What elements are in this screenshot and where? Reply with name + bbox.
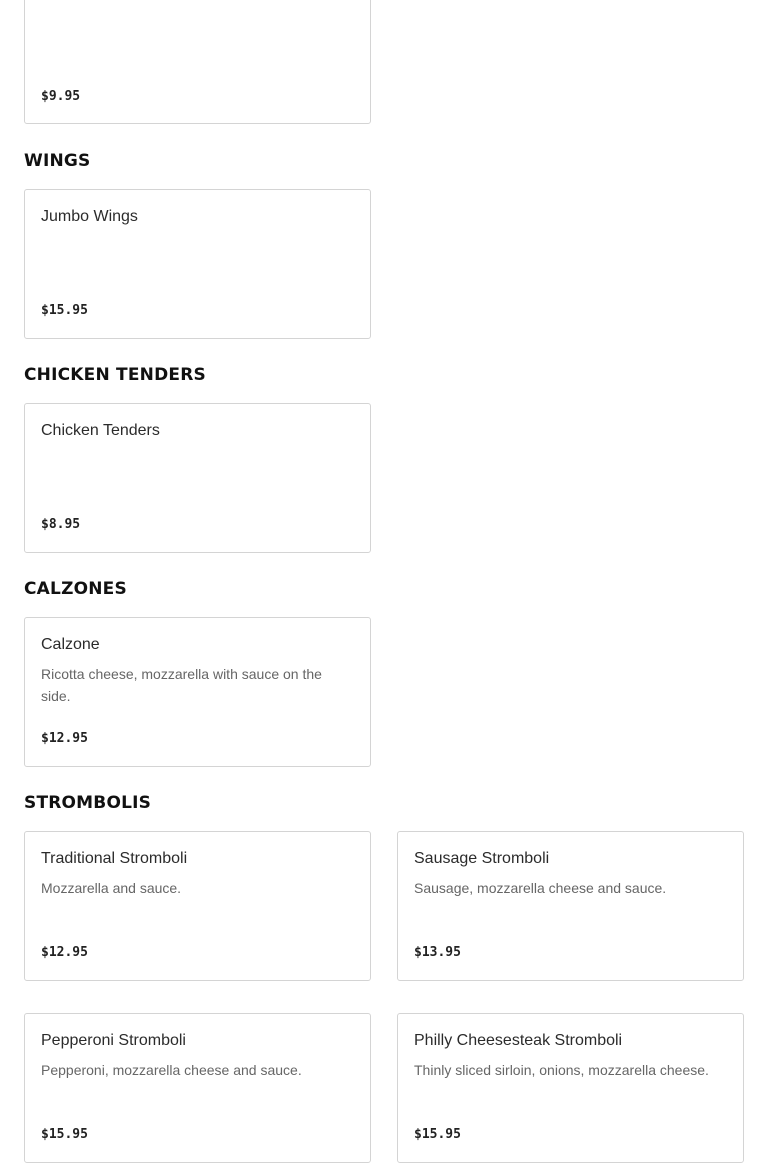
section-title-chicken-tenders: CHICKEN TENDERS <box>24 365 206 385</box>
menu-item-card-sausage-stromboli[interactable] <box>397 831 744 981</box>
menu-item-name: Jumbo Wings <box>41 208 138 225</box>
menu-item-price: $13.95 <box>414 945 461 960</box>
section-title-wings: WINGS <box>24 151 91 171</box>
menu-item-price: $8.95 <box>41 517 81 532</box>
menu-item-price: $12.95 <box>41 945 88 960</box>
menu-item-card-pepperoni-stromboli[interactable] <box>24 1013 371 1163</box>
menu-item-card-calzone[interactable] <box>24 617 371 767</box>
menu-item-name: Traditional Stromboli <box>41 850 188 867</box>
menu-item-name: Philly Cheesesteak Stromboli <box>414 1032 623 1049</box>
menu-item-description: Mozzarella and sauce. <box>41 880 182 896</box>
menu-item-price: $12.95 <box>41 731 88 746</box>
menu-item-description: Thinly sliced sirloin, onions, mozzarella cheese. <box>414 1062 709 1078</box>
menu-item-card-traditional-stromboli[interactable] <box>24 831 371 981</box>
menu-item-price: $15.95 <box>41 1127 88 1142</box>
menu-item-price: $15.95 <box>41 303 88 318</box>
menu-item-name: Chicken Tenders <box>41 422 160 439</box>
section-title-strombolis: STROMBOLIS <box>24 793 152 813</box>
menu-item-price: $15.95 <box>414 1127 461 1142</box>
menu-item-name: Calzone <box>41 636 100 653</box>
menu-item-card-philly-cheesesteak-stromboli[interactable] <box>397 1013 744 1163</box>
menu-item-card-house-salad[interactable] <box>24 0 371 124</box>
menu-item-price: $9.95 <box>41 89 81 104</box>
menu-item-name: Sausage Stromboli <box>414 850 550 867</box>
menu-item-card-jumbo-wings[interactable] <box>24 189 371 339</box>
section-title-calzones: CALZONES <box>24 579 127 599</box>
menu-item-description: Ricotta cheese, mozzarella with sauce on the side. <box>41 666 322 704</box>
menu-item-name: Pepperoni Stromboli <box>41 1032 186 1049</box>
menu-item-description: Pepperoni, mozzarella cheese and sauce. <box>41 1062 302 1078</box>
menu-item-description: Sausage, mozzarella cheese and sauce. <box>414 880 667 896</box>
menu-item-card-chicken-tenders[interactable] <box>24 403 371 553</box>
